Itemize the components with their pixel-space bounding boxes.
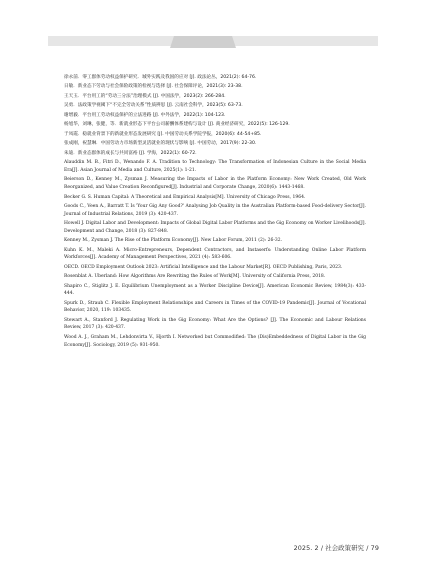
reference-item: Shapiro C., Stiglitz J. E. Equilibrium Unemployment as a Worker Discipline Device[J]. American Economic Review, 1984(3): 433-444. [64,283,366,297]
reference-item: 朱迪．新业态群体的成长与共同富裕 [J]. 学海，2022(1): 60-72. [64,150,197,156]
reference-item: Stewart A., Stanford J. Regulating Work in the Gig Economy: What Are the Options? [J]. The Economic and Labour Relations Review, 2017 (3): 420-437. [64,317,366,331]
reference-item: 吴勇．法政策学视阈下“不完全劳动关系”性质辨思 [J]. 云南社会科学，2023(5): 63-73. [64,103,243,109]
reference-item: 谢增毅．平台用工劳动权益保护的立法进路 [J]. 中外法学，2022(1): 104-123. [64,112,226,118]
reference-item: Goods C., Veen A., Barratt T. Is 'Your Gig Any Good?' Analysing Job Quality in the Australian Platform-based Food-delivery Sector[J]. Journal of Industrial Relations, 2019 (3): 420-437. [64,204,366,217]
reference-item: Kuhn K. M., Maleki A. Micro-Entrepreneurs, Dependent Contractors, and Instaserfs: Understanding Online Labor Platform Workforces[J]. Academy of Management Perspectives, 2021 (4): 583-606. [64,247,366,261]
reference-item: 张成刚，祝慧琳．中国劳动力市场新型灵活就业的现状与影响 [J]. 中国劳动，2017(9): 22-30. [64,141,257,147]
reference-item: Beierson D., Kenney M., Zysman J. Measuring the Impacts of Labor in the Platform Economy: New Work Created, Old Work Reorganized, and Value Creation Reconfigured[J]. Industrial and Corporate Change, 2020(6): 1443-1468. [64,177,366,191]
reference-item: OECD. OECD Employment Outlook 2023: Artificial Intelligence and the Labour Market[R]. OECD Publishing, Paris, 2023. [64,264,343,270]
reference-item: Rosenblat A. Uberland: How Algorithms Are Rewriting the Rules of Work[M]. University of California Press, 2018. [64,274,326,280]
page-footer: 2025. 2 / 社会政策研究 / 79 [293,544,379,552]
reference-item: Alauddin M. B., Fitri D., Wenando F. A. Tradition to Technology: The Transformation of Indonesian Culture in the Social Media Era[J]. Asian Journal of Media and Culture, 2025(1): 1-21. [64,160,366,173]
reference-item: 王天玉．平台用工的“劳动三分法”治理模式 [J]. 中国法学，2023(2): 266-284. [64,93,226,99]
reference-item: Spurk D., Straub C. Flexible Employment Relationships and Careers in Times of the COVID-19 Pandemic[J]. Journal of Vocational Behavior, 2020, 119: 103435. [64,300,366,314]
reference-item: 杨旭华，刘琳，张健，等．新就业形态下平台公司薪酬体系建构与设计 [J]. 商业经济研究，2022(5): 126-129. [64,122,290,128]
header-tab-decoration [170,36,236,48]
reference-item: Becker G. S. Human Capital: A Theoretical and Empirical Analysis[M]. University of Chicago Press, 1964. [64,194,306,200]
reference-item: Wood A. J., Graham M., Lehdonvirta V., Hjorth I. Networked but Commodified: The (Dis)Embeddedness of Digital Labor in the Gig Economy[J]. Sociology, 2019 (5): 931-950. [64,334,366,348]
reference-item: 于凤霞．稳就业背景下的新就业形态发展研究 [J]. 中国劳动关系学院学报，2020(6): 44-54+85. [64,131,262,137]
reference-item: 日敏．新业态下劳动与社会保险政策的检视与选择 [J]. 社会保障评论，2021(3): 23-38. [64,84,243,90]
reference-item: Howell J. Digital Labor and Development: Impacts of Global Digital Labor Platforms and the Gig Economy on Worker Livelihoods[J]. Development and Change, 2018 (3): 827-848. [64,221,366,234]
reference-item: Kenney M., Zysman J. The Rise of the Platform Economy[J]. New Labor Forum, 2011 (2): 26-32. [64,238,283,244]
reference-item: 徐永前．零工群体劳动权益保护研究．城外实践及我国的应对 [J]. 政法论丛，2021(2): 64-76. [64,75,257,80]
reference-list [64,74,366,351]
